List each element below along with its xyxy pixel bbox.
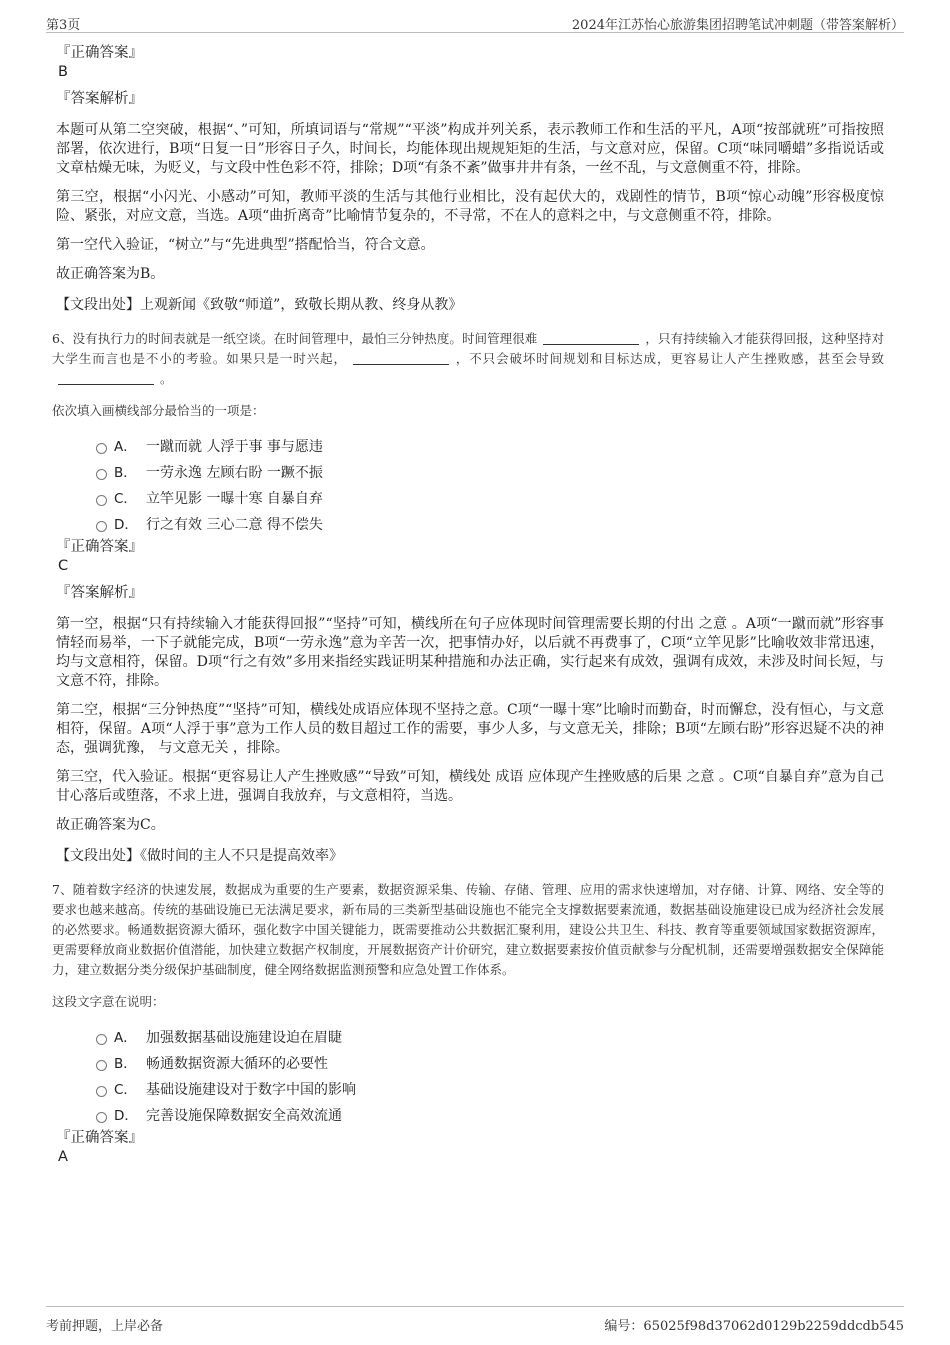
analysis-label: 『答案解析』 <box>56 91 143 107</box>
radio-icon[interactable] <box>96 1112 107 1123</box>
correct-answer: A <box>58 1149 68 1165</box>
document-id: 编号：65025f98d37062d0129b2259ddcdb545 <box>604 1319 904 1334</box>
page-header <box>46 12 904 33</box>
page-number: 第3页 <box>46 18 81 33</box>
document-title: 2024年江苏怡心旅游集团招聘笔试冲刺题（带答案解析） <box>571 18 904 33</box>
option-c[interactable]: C． 立竿见影 一曝十寒 自暴自弃 <box>56 486 884 512</box>
radio-icon[interactable] <box>96 521 107 532</box>
question-5-answer-section <box>56 44 884 315</box>
option-b[interactable]: B． 一劳永逸 左顾右盼 一蹶不振 <box>56 460 884 486</box>
page-footer <box>46 1306 904 1337</box>
analysis-label: 『答案解析』 <box>56 585 143 601</box>
option-list <box>56 1025 884 1129</box>
footer-slogan: 考前押题，上岸必备 <box>46 1319 164 1334</box>
analysis-paragraph: 第二空，根据“三分钟热度”“坚持”可知，横线处成语应体现不坚持之意。C项“一曝十寒”比喻时而勤奋，时而懈怠，没有恒心，与文意相符，保留。A项“人浮于事”意为工作人员的数目超过工作的需要，事少人多，与文意无关，排除；B项“左顾右盼”形容迟疑不决的神态，强调犹豫， 与文意无关 ，排除。 <box>56 702 884 756</box>
analysis-paragraph: 第三空，代入验证。根据“更容易让人产生挫败感”“导致”可知，横线处 成语 应体现产生挫败感的后果 之意 。C项“自暴自弃”意为自己甘心落后或堕落，不求上进，强调自我放弃，与文意相符，当选。 <box>56 769 884 804</box>
analysis-paragraph: 第一空，根据“只有持续输入才能获得回报”“坚持”可知，横线所在句子应体现时间管理需要长期的付出 之意 。A项“一蹴而就”形容事情轻而易举，一下子就能完成，B项“一劳永逸”意为辛苦一次，把事情办好，以后就不再费事了，C项“立竿见影”比喻收效非常迅速，均与文意相符，保留。D项“行之有效”多用来指经实践证明某种措施和办法正确，实行起来有成效，强调有成效，未涉及时间长短，与文意不符，排除。 <box>56 616 884 689</box>
analysis-paragraph: 故正确答案为B。 <box>56 266 165 282</box>
option-list <box>56 434 884 538</box>
option-a[interactable]: A． 加强数据基础设施建设迫在眉睫 <box>56 1025 884 1051</box>
question-prompt: 这段文字意在说明： <box>52 994 165 1009</box>
correct-answer: B <box>58 64 68 80</box>
radio-icon[interactable] <box>96 1060 107 1071</box>
question-prompt: 依次填入画横线部分最恰当的一项是： <box>52 403 265 418</box>
answer-label: 『正确答案』 <box>56 1130 143 1146</box>
question-6 <box>52 329 884 866</box>
radio-icon[interactable] <box>96 443 107 454</box>
correct-answer: C <box>58 558 69 574</box>
radio-icon[interactable] <box>96 1034 107 1045</box>
blank-line <box>353 351 449 365</box>
page-content <box>52 44 884 1175</box>
question-text: 6、没有执行力的时间表就是一纸空谈。在时间管理中，最怕三分钟热度。时间管理很难 ，只有持续输入才能获得回报，这种坚持对大学生而言也是不小的考验。如果只是一时兴起， ，不只会破坏时间规划和目标达成，更容易让人产生挫败感，甚至会导致。 <box>52 331 884 386</box>
option-b[interactable]: B． 畅通数据资源大循环的必要性 <box>56 1051 884 1077</box>
answer-label: 『正确答案』 <box>56 45 143 61</box>
analysis-paragraph: 本题可从第二空突破，根据“、”可知，所填词语与“常规”“平淡”构成并列关系，表示教师工作和生活的平凡，A项“按部就班”可指按照部署，依次进行，B项“日复一日”形容日子久，时间长，均能体现出规规矩矩的生活，与文意对应，保留。C项“味同嚼蜡”多指说话或文章枯燥无味，为贬义，与文段中性色彩不符，排除；D项“有条不紊”做事井井有条，一丝不乱，与文意侧重不符，排除。 <box>56 122 884 176</box>
question-text: 7、随着数字经济的快速发展，数据成为重要的生产要素，数据资源采集、传输、存储、管理、应用的需求快速增加，对存储、计算、网络、安全等的要求也越来越高。传统的基础设施已无法满足要求，新布局的三类新型基础设施也不能完全支撑数据要素流通，数据基础设施建设已成为经济社会发展的必然要求。畅通数据资源大循环，强化数字中国关键能力，既需要推动公共数据汇聚利用，建设公共卫生、科技、教育等重要领域国家数据资源库，更需要释放商业数据价值潜能，加快建立数据产权制度，开展数据资产计价研究，建立数据要素按价值贡献参与分配机制，还需要增强数据安全保障能力，建立数据分类分级保护基础制度，健全网络数据监测预警和应急处置工作体系。 <box>52 882 884 977</box>
radio-icon[interactable] <box>96 495 107 506</box>
passage-source: 【文段出处】《做时间的主人不只是提高效率》 <box>56 848 343 864</box>
answer-label: 『正确答案』 <box>56 539 143 555</box>
question-7 <box>52 880 884 1167</box>
analysis-paragraph: 故正确答案为C。 <box>56 817 165 833</box>
analysis-paragraph: 第三空，根据“小闪光、小感动”可知，教师平淡的生活与其他行业相比，没有起伏大的，戏剧性的情节，B项“惊心动魄”形容极度惊险、紧张，对应文意，当选。A项“曲折离奇”比喻情节复杂的，不寻常，不在人的意料之中，与文意侧重不符，排除。 <box>56 189 884 224</box>
analysis-paragraph: 第一空代入验证，“树立”与“先进典型”搭配恰当，符合文意。 <box>56 237 435 253</box>
option-c[interactable]: C． 基础设施建设对于数字中国的影响 <box>56 1077 884 1103</box>
blank-line <box>58 371 154 385</box>
passage-source: 【文段出处】上观新闻《致敬“师道”，致敬长期从教、终身从教》 <box>56 297 463 313</box>
blank-line <box>543 331 639 345</box>
option-a[interactable]: A． 一蹴而就 人浮于事 事与愿违 <box>56 434 884 460</box>
option-d[interactable]: D． 完善设施保障数据安全高效流通 <box>56 1103 884 1129</box>
option-d[interactable]: D． 行之有效 三心二意 得不偿失 <box>56 512 884 538</box>
radio-icon[interactable] <box>96 1086 107 1097</box>
radio-icon[interactable] <box>96 469 107 480</box>
